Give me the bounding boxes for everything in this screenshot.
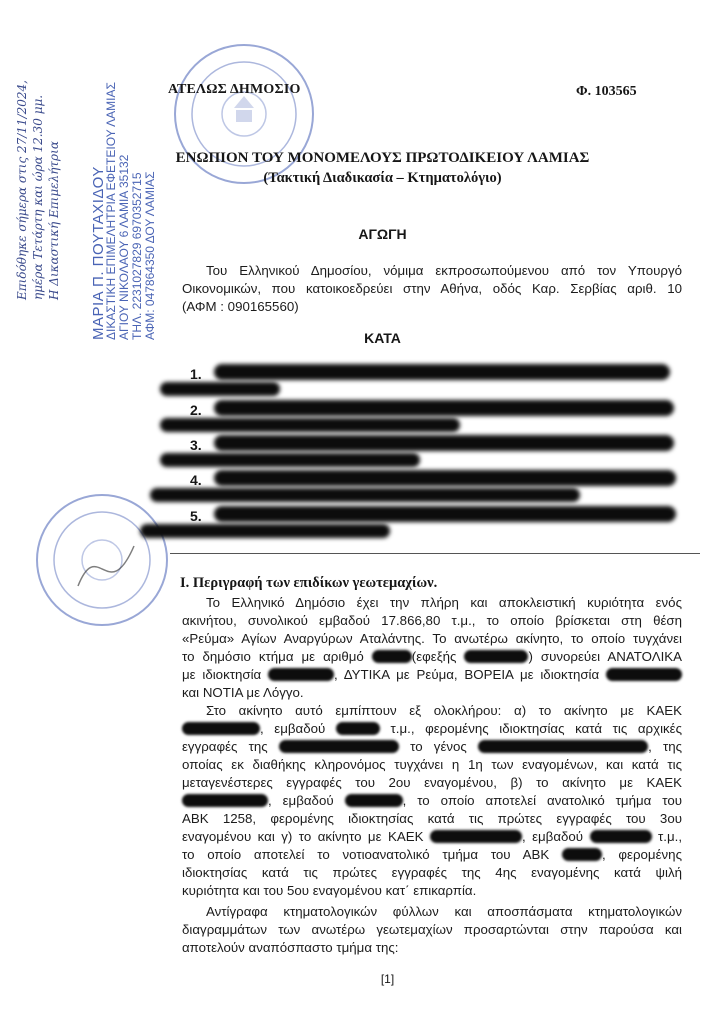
p2-line-6 [182, 792, 682, 810]
redaction-block [590, 830, 652, 843]
p2-line-10: ιδιοκτησίας κατά τις πρώτες εγγραφές της 4ης εναγομένης κατά ψιλή [182, 865, 682, 880]
duty-free-label: ΑΤΕΛΩΣ ΔΗΜΟΣΙΟ [168, 82, 301, 97]
p1-line-4-text-c: ) συνορεύει ΑΝΑΤΟΛΙΚΑ [528, 649, 683, 664]
p2-line-11: κυριότητα και του 5ου εναγομένου κατ΄ επικαρπία. [182, 883, 477, 898]
p2-line-2-text-b: τ.μ., φερομένης ιδιοκτησίας κατά τις αρχικές [390, 721, 683, 736]
court-subtitle: (Τακτική Διαδικασία – Κτηματολόγιο) [263, 170, 502, 186]
redaction-block [562, 848, 602, 861]
redaction-block [268, 668, 334, 681]
p2-line-4: οποίας εκ διαθήκης κληρονόμος τυγχάνει η 1η των εναγομένων, και κατά τις [182, 757, 682, 772]
section-1-paragraph-2 [182, 702, 682, 900]
p2-line-8 [182, 828, 682, 846]
defendant-number-5: 5. [190, 508, 202, 524]
p1-line-4-text-a: το δημόσιο κτήμα με αριθμό [182, 649, 364, 664]
defendant-redaction [160, 382, 280, 396]
defendant-redaction [214, 435, 674, 451]
p2-line-2 [182, 720, 682, 738]
redaction-block [606, 668, 682, 681]
plaintiff-line-1: Του Ελληνικού Δημοσίου, νόμιμα εκπροσωπούμενου από τον Υπουργό [206, 263, 682, 278]
p3-line-2: διαγραμμάτων των ανωτέρω γεωτεμαχίων προσαρτώνται στην παρούσα και [182, 922, 682, 937]
redaction-block [336, 722, 380, 735]
handwritten-line-1: Επιδόθηκε σήμερα στις 27/11/2024, [15, 80, 29, 300]
p2-line-7: ΑΒΚ 1258, φερομένης ιδιοκτησίας κατά τις πρώτες εγγραφές του 3ου [182, 811, 682, 826]
handwritten-line-3: Η Δικαστική Επιμελήτρια [47, 141, 61, 300]
p1-line-5 [182, 666, 682, 684]
p2-line-2-text-a: , εμβαδού [260, 721, 326, 736]
plaintiff-line-2: Οικονομικών, που κατοικοεδρεύει στην Αθήνα, οδός Καρ. Σερβίας αριθ. 10 [182, 281, 682, 296]
against-heading: ΚΑΤΑ [364, 330, 401, 346]
defendant-redaction [160, 453, 420, 467]
section-divider [170, 553, 700, 554]
redaction-block [345, 794, 403, 807]
bailiff-phone: ΤΗΛ. 2231027829 6970352715 [130, 172, 144, 340]
defendant-redaction [214, 470, 676, 486]
redaction-block [372, 650, 412, 663]
p1-line-2: ακινήτου, συνολικού εμβαδού 17.866,80 τ.μ., το οποίο βρίσκεται στη θέση [182, 613, 682, 628]
bailiff-title: ΔΙΚΑΣΤΙΚΗ ΕΠΙΜΕΛΗΤΡΙΑ ΕΦΕΤΕΙΟΥ ΛΑΜΙΑΣ [104, 82, 118, 340]
bailiff-name: ΜΑΡΙΑ Π. ΠΟΥΤΑΧΙΔΟΥ [90, 166, 107, 340]
p2-line-9-text-a: το οποίο αποτελεί το νοτιοανατολικό τμήμα του ΑΒΚ [182, 847, 550, 862]
plaintiff-paragraph [182, 262, 682, 316]
p2-line-6-text-a: , εμβαδού [268, 793, 334, 808]
handwritten-service-note [14, 80, 62, 300]
bailiff-afm: ΑΦΜ: 047864350 ΔΟΥ ΛΑΜΙΑΣ [143, 171, 157, 340]
redaction-block [182, 794, 268, 807]
p2-line-9-text-b: , φερομένης [601, 847, 682, 862]
defendant-number-3: 3. [190, 437, 202, 453]
bailiff-stamp [92, 82, 157, 340]
defendant-number-2: 2. [190, 402, 202, 418]
defendant-number-1: 1. [190, 366, 202, 382]
p1-line-3: «Ρεύμα» Αγίων Αναργύρων Αταλάντης. Το ανωτέρω ακίνητο, το οποίο τυγχάνει [182, 631, 682, 646]
redaction-block [279, 740, 399, 753]
redaction-block [182, 722, 260, 735]
defendant-redaction [214, 506, 676, 522]
p2-line-3-text-c: , της [648, 739, 683, 754]
defendant-redaction [140, 524, 390, 538]
p2-line-8-text-a: εναγομένου και γ) το ακίνητο με ΚΑΕΚ [182, 829, 424, 844]
left-round-seal [36, 494, 168, 626]
p2-line-1: Στο ακίνητο αυτό εμπίπτουν εξ ολοκλήρου: α) το ακίνητο με ΚΑΕΚ [206, 703, 682, 718]
section-1-paragraph-1 [182, 594, 682, 702]
section-1-title: Ι. Περιγραφή των επιδίκων γεωτεμαχίων. [180, 575, 438, 591]
plaintiff-line-3: (ΑΦΜ : 090165560) [182, 299, 299, 314]
p3-line-1: Αντίγραφα κτηματολογικών φύλλων και αποσπάσματα κτηματολογικών [206, 904, 682, 919]
defendant-redaction [150, 488, 580, 502]
p1-line-4-text-b: (εφεξής [411, 649, 457, 664]
redaction-block [430, 830, 522, 843]
p2-line-6-text-b: , το οποίο αποτελεί ανατολικό τμήμα του [402, 793, 683, 808]
defendant-redaction [160, 418, 460, 432]
p2-line-5: μεταγενέστερες εγγραφές του 2ου εναγομένου, β) το ακίνητο με ΚΑΕΚ [182, 775, 682, 790]
redaction-block [478, 740, 648, 753]
p2-line-3-text-a: εγγραφές της [182, 739, 268, 754]
file-number: Φ. 103565 [576, 84, 637, 99]
p1-line-4 [182, 648, 682, 666]
redaction-block [464, 650, 528, 663]
court-title: ΕΝΩΠΙΟΝ ΤΟΥ ΜΟΝΟΜΕΛΟΥΣ ΠΡΩΤΟΔΙΚΕΙΟΥ ΛΑΜΙΑΣ [175, 150, 590, 166]
p1-line-6: και ΝΟΤΙΑ με Λόγγο. [182, 685, 304, 700]
p3-line-3: αποτελούν αναπόσπαστο τμήμα της: [182, 940, 399, 955]
page-number: [1] [380, 972, 395, 986]
section-1-paragraph-3 [182, 903, 682, 957]
defendant-redaction [214, 364, 670, 380]
handwritten-line-2: ημέρα Τετάρτη και ώρα 12.30 μμ. [31, 94, 45, 300]
defendant-redaction [214, 400, 674, 416]
p2-line-8-text-c: τ.μ., [658, 829, 683, 844]
p2-line-3 [182, 738, 682, 756]
defendant-number-4: 4. [190, 472, 202, 488]
p1-line-1: Το Ελληνικό Δημόσιο έχει την πλήρη και αποκλειστική κυριότητα ενός [206, 595, 682, 610]
p2-line-8-text-b: , εμβαδού [521, 829, 584, 844]
lawsuit-heading: ΑΓΩΓΗ [358, 226, 407, 242]
p2-line-9 [182, 846, 682, 864]
p1-line-5-text-b: , ΔΥΤΙΚΑ με Ρεύμα, ΒΟΡΕΙΑ με ιδιοκτησία [334, 667, 600, 682]
p1-line-5-text-a: με ιδιοκτησία [182, 667, 262, 682]
bailiff-address: ΑΓΙΟΥ ΝΙΚΟΛΑΟΥ 6 ΛΑΜΙΑ 35132 [117, 154, 131, 340]
p2-line-3-text-b: το γένος [410, 739, 467, 754]
